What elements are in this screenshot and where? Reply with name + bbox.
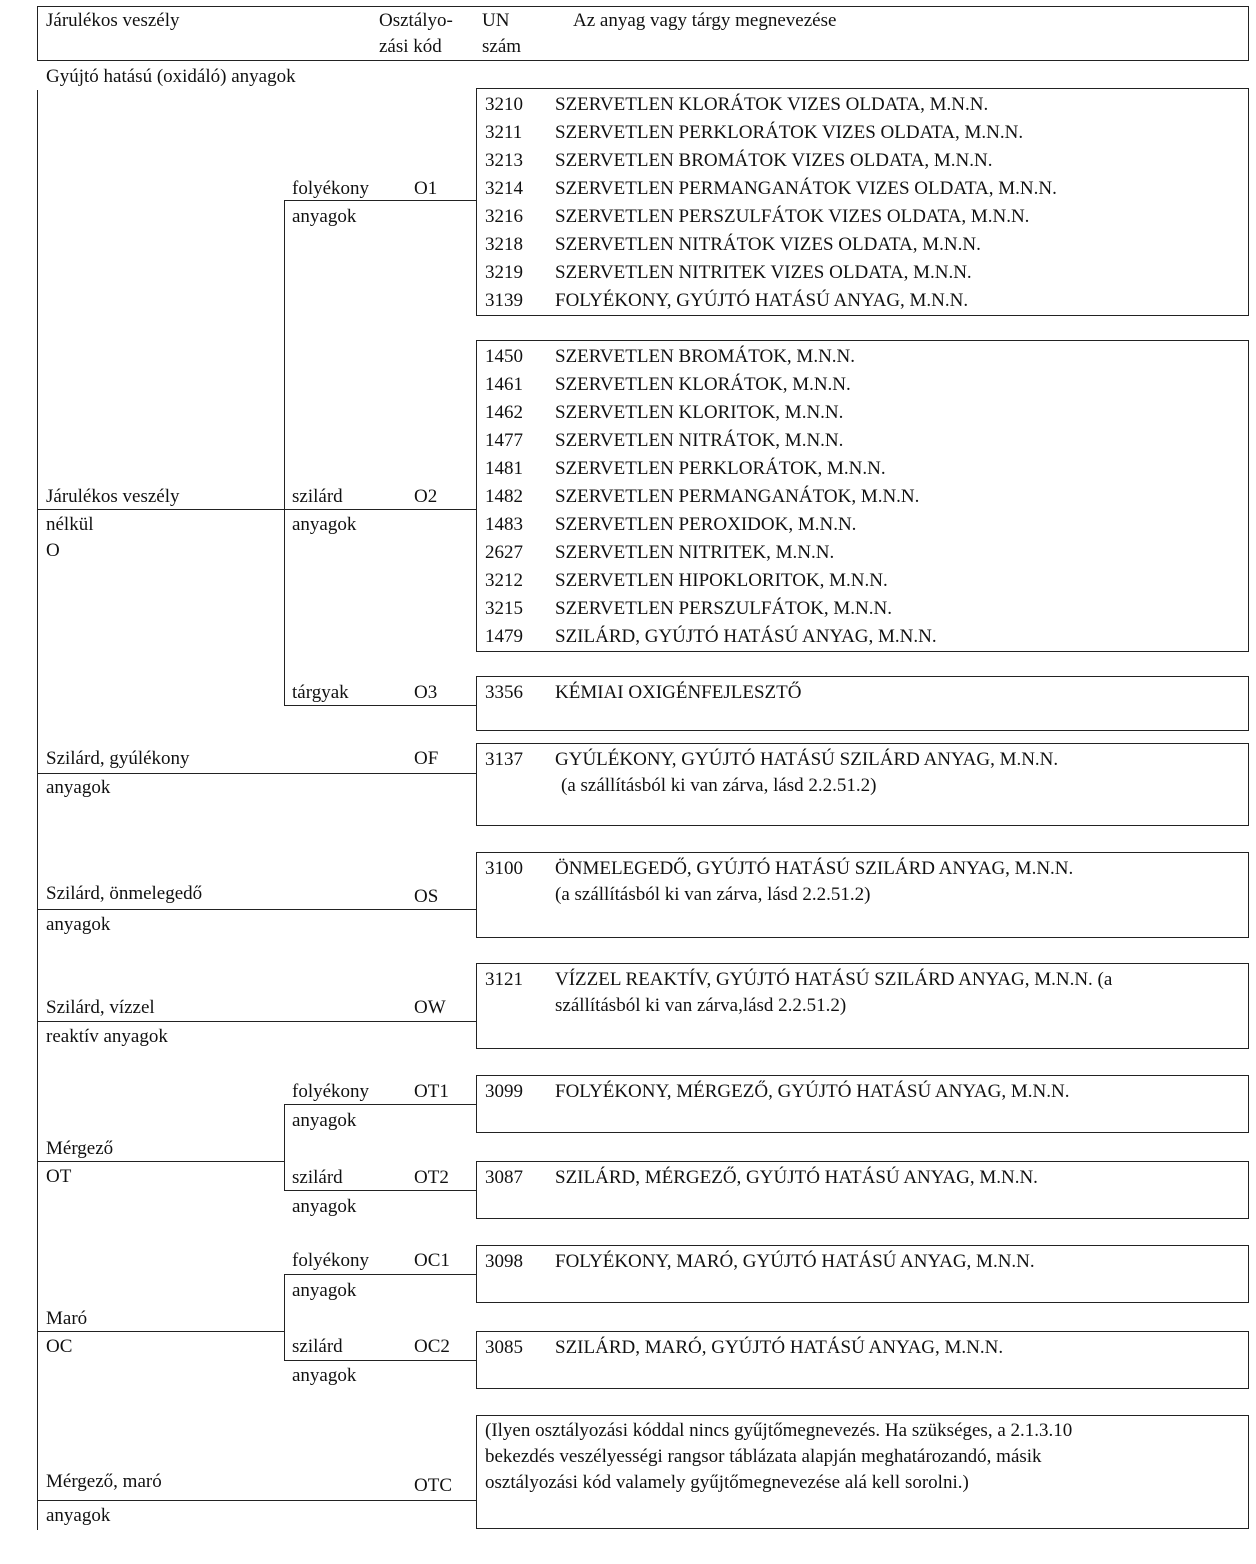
ow-code: OW	[414, 997, 446, 1018]
un-number: 3210	[485, 94, 523, 115]
oc-label-1: Maró	[46, 1308, 88, 1329]
substance-name: SZILÁRD, GYÚJTÓ HATÁSÚ ANYAG, M.N.N.	[555, 626, 937, 647]
substance-name: SZERVETLEN KLORITOK, M.N.N.	[555, 402, 844, 423]
o-branch	[284, 200, 285, 705]
ot2-code: OT2	[414, 1167, 449, 1188]
ow-connector	[37, 1021, 476, 1022]
os-name-2: (a szállításból ki van zárva, lásd 2.2.51.2)	[555, 884, 871, 905]
header-name: Az anyag vagy tárgy megnevezése	[573, 10, 837, 31]
un-number: 1482	[485, 486, 523, 507]
ot1-entry-box	[476, 1075, 1249, 1133]
o3-code: O3	[414, 682, 438, 703]
un-number: 3216	[485, 206, 523, 227]
substance-name: SZERVETLEN KLORÁTOK, M.N.N.	[555, 374, 851, 395]
un-number: 3219	[485, 262, 523, 283]
o-label-2: nélkül	[46, 514, 94, 535]
o2-label-2: anyagok	[292, 514, 357, 535]
o1-entries-box	[476, 88, 1249, 316]
un-number: 1481	[485, 458, 523, 479]
ot2-entry-box	[476, 1161, 1249, 1219]
of-code: OF	[414, 748, 439, 769]
ot1-label-2: anyagok	[292, 1110, 357, 1131]
ot1-un: 3099	[485, 1081, 523, 1102]
substance-name: SZERVETLEN NITRÁTOK, M.N.N.	[555, 430, 844, 451]
un-number: 3139	[485, 290, 523, 311]
otc-note-2: bekezdés veszélyességi rangsor táblázata alapján meghatározandó, másik	[485, 1446, 1042, 1467]
o2-code: O2	[414, 486, 438, 507]
os-connector	[37, 909, 476, 910]
oc1-name: FOLYÉKONY, MARÓ, GYÚJTÓ HATÁSÚ ANYAG, M.N.N.	[555, 1251, 1035, 1272]
oc1-label-1: folyékony	[292, 1250, 370, 1271]
un-number: 1479	[485, 626, 523, 647]
ot-connector	[37, 1161, 284, 1162]
ow-label-2: reaktív anyagok	[46, 1026, 168, 1047]
os-entry-box	[476, 852, 1249, 938]
un-number: 3215	[485, 598, 523, 619]
o1-label-1: folyékony	[292, 178, 370, 199]
ow-name-2: szállításból ki van zárva,lásd 2.2.51.2)	[555, 995, 847, 1016]
ot2-un: 3087	[485, 1167, 523, 1188]
os-un: 3100	[485, 858, 523, 879]
ot1-code: OT1	[414, 1081, 449, 1102]
substance-name: SZERVETLEN NITRITEK VIZES OLDATA, M.N.N.	[555, 262, 972, 283]
otc-note-box	[476, 1415, 1249, 1529]
substance-name: SZERVETLEN PERMANGANÁTOK VIZES OLDATA, M.N.N.	[555, 178, 1057, 199]
otc-note-1: (Ilyen osztályozási kóddal nincs gyűjtőmegnevezés. Ha szükséges, a 2.1.3.10	[485, 1420, 1073, 1441]
otc-label-2: anyagok	[46, 1505, 111, 1526]
tree-trunk	[37, 90, 38, 1530]
ot2-name: SZILÁRD, MÉRGEZŐ, GYÚJTÓ HATÁSÚ ANYAG, M.N.N.	[555, 1167, 1038, 1188]
un-number: 1450	[485, 346, 523, 367]
o1-label-2: anyagok	[292, 206, 357, 227]
oc2-label-2: anyagok	[292, 1365, 357, 1386]
oc2-code: OC2	[414, 1336, 450, 1357]
ow-label-1: Szilárd, vízzel	[46, 997, 155, 1018]
of-entry-box	[476, 743, 1249, 826]
oc1-entry-box	[476, 1245, 1249, 1303]
substance-name: SZERVETLEN BROMÁTOK, M.N.N.	[555, 346, 856, 367]
ow-entry-box	[476, 963, 1249, 1049]
ot1-connector	[284, 1104, 476, 1105]
oc2-name: SZILÁRD, MARÓ, GYÚJTÓ HATÁSÚ ANYAG, M.N.N.	[555, 1337, 1004, 1358]
o-label-3: O	[46, 540, 60, 561]
substance-name: SZERVETLEN PERMANGANÁTOK, M.N.N.	[555, 486, 920, 507]
of-label-2: anyagok	[46, 777, 111, 798]
o1-code: O1	[414, 178, 438, 199]
substance-name: SZERVETLEN HIPOKLORITOK, M.N.N.	[555, 570, 888, 591]
o3-label: tárgyak	[292, 682, 349, 703]
oc1-label-2: anyagok	[292, 1280, 357, 1301]
un-number: 3211	[485, 122, 523, 143]
oc-label-2: OC	[46, 1336, 73, 1357]
section-title: Gyújtó hatású (oxidáló) anyagok	[46, 66, 296, 87]
oc-connector	[37, 1331, 284, 1332]
ot2-label-2: anyagok	[292, 1196, 357, 1217]
oc2-label-1: szilárd	[292, 1336, 343, 1357]
un-number: 1461	[485, 374, 523, 395]
ot-branch	[284, 1104, 285, 1190]
o2-label-1: szilárd	[292, 486, 343, 507]
un-number: 1462	[485, 402, 523, 423]
oc1-code: OC1	[414, 1250, 450, 1271]
un-number: 1477	[485, 430, 523, 451]
otc-label-1: Mérgező, maró	[46, 1471, 162, 1492]
un-number: 1483	[485, 514, 523, 535]
un-number: 3212	[485, 570, 523, 591]
oc2-connector	[284, 1360, 476, 1361]
ot-label-2: OT	[46, 1166, 72, 1187]
oc2-un: 3085	[485, 1337, 523, 1358]
substance-name: SZERVETLEN NITRÁTOK VIZES OLDATA, M.N.N.	[555, 234, 981, 255]
os-name-1: ÖNMELEGEDŐ, GYÚJTÓ HATÁSÚ SZILÁRD ANYAG, M.N.N.	[555, 858, 1074, 879]
o-label-1: Járulékos veszély	[46, 486, 180, 507]
substance-name: SZERVETLEN NITRITEK, M.N.N.	[555, 542, 835, 563]
substance-name: SZERVETLEN PERKLORÁTOK, M.N.N.	[555, 458, 886, 479]
os-label-2: anyagok	[46, 914, 111, 935]
header-un-1: UN	[482, 10, 510, 31]
substance-name: SZERVETLEN PERSZULFÁTOK, M.N.N.	[555, 598, 892, 619]
of-label-1: Szilárd, gyúlékony	[46, 748, 190, 769]
o1-connector	[284, 200, 476, 201]
substance-name: FOLYÉKONY, GYÚJTÓ HATÁSÚ ANYAG, M.N.N.	[555, 290, 969, 311]
oc1-un: 3098	[485, 1251, 523, 1272]
substance-name: SZERVETLEN PERSZULFÁTOK VIZES OLDATA, M.N.N.	[555, 206, 1030, 227]
un-number: 3218	[485, 234, 523, 255]
o2-connector	[284, 509, 476, 510]
un-number: 3213	[485, 150, 523, 171]
o-connector	[37, 509, 284, 510]
un-number: 2627	[485, 542, 523, 563]
ot2-label-1: szilárd	[292, 1167, 343, 1188]
oc1-connector	[284, 1274, 476, 1275]
o3-un: 3356	[485, 682, 523, 703]
substance-name: SZERVETLEN KLORÁTOK VIZES OLDATA, M.N.N.	[555, 94, 989, 115]
oc2-entry-box	[476, 1331, 1249, 1389]
substance-name: SZERVETLEN PERKLORÁTOK VIZES OLDATA, M.N.N.	[555, 122, 1024, 143]
ot1-name: FOLYÉKONY, MÉRGEZŐ, GYÚJTÓ HATÁSÚ ANYAG, M.N.N.	[555, 1081, 1070, 1102]
ot2-connector	[284, 1190, 476, 1191]
header-un-2: szám	[482, 36, 522, 57]
o3-name: KÉMIAI OXIGÉNFEJLESZTŐ	[555, 682, 802, 703]
header-code-1: Osztályo-	[379, 10, 453, 31]
os-label-1: Szilárd, önmelegedő	[46, 883, 203, 904]
os-code: OS	[414, 886, 439, 907]
o2-entries-box	[476, 340, 1249, 652]
ow-name-1: VÍZZEL REAKTÍV, GYÚJTÓ HATÁSÚ SZILÁRD ANYAG, M.N.N. (a	[555, 969, 1113, 990]
ot-label-1: Mérgező	[46, 1138, 114, 1159]
otc-code: OTC	[414, 1475, 452, 1496]
ot1-label-1: folyékony	[292, 1081, 370, 1102]
of-connector	[37, 773, 476, 774]
header-code-2: zási kód	[379, 36, 442, 57]
of-name-1: GYÚLÉKONY, GYÚJTÓ HATÁSÚ SZILÁRD ANYAG, M.N.N.	[555, 749, 1059, 770]
o3-connector	[284, 705, 476, 706]
substance-name: SZERVETLEN BROMÁTOK VIZES OLDATA, M.N.N.	[555, 150, 993, 171]
otc-note-3: osztályozási kód valamely gyűjtőmegnevezése alá kell sorolni.)	[485, 1472, 969, 1493]
of-un: 3137	[485, 749, 523, 770]
un-number: 3214	[485, 178, 523, 199]
of-name-2: (a szállításból ki van zárva, lásd 2.2.51.2)	[561, 775, 877, 796]
o3-entry-box	[476, 676, 1249, 731]
oc-branch	[284, 1274, 285, 1360]
otc-connector	[37, 1500, 476, 1501]
header-hazard: Járulékos veszély	[46, 10, 180, 31]
ow-un: 3121	[485, 969, 523, 990]
substance-name: SZERVETLEN PEROXIDOK, M.N.N.	[555, 514, 857, 535]
